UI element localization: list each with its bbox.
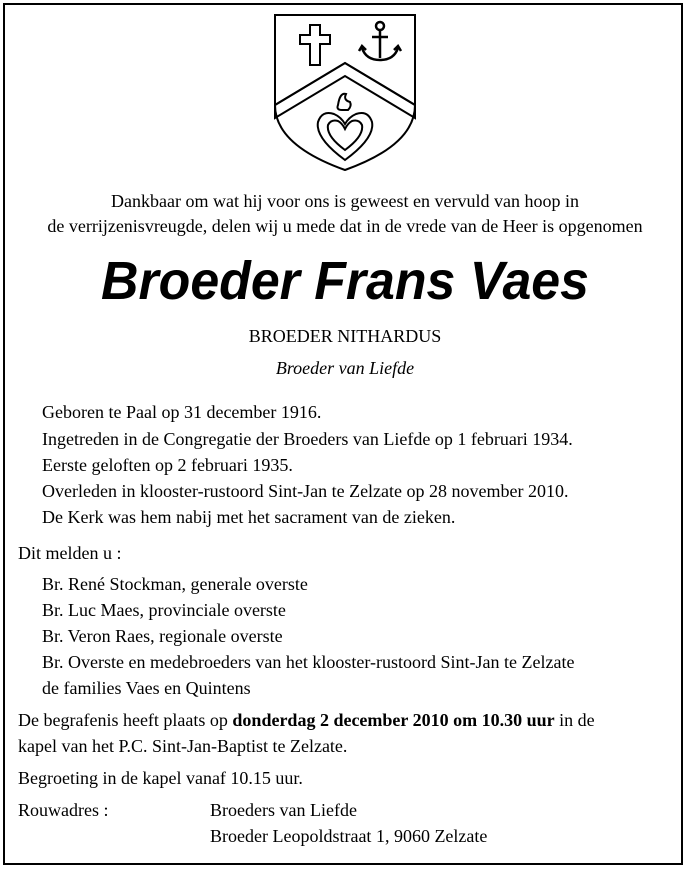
intro-line-2: de verrijzenisvreugde, delen wij u mede dat in de vrede van de Heer is opgenomen bbox=[47, 216, 643, 236]
funeral-line-2: kapel van het P.C. Sint-Jan-Baptist te Zelzate. bbox=[18, 736, 348, 756]
intro-line-1: Dankbaar om wat hij voor ons is geweest en vervuld van hoop in bbox=[111, 191, 579, 211]
funeral-line-1 bbox=[18, 710, 595, 731]
deceased-name: Broeder Frans Vaes bbox=[101, 251, 589, 311]
announcer-item: Br. René Stockman, generale overste bbox=[42, 574, 308, 594]
coat-of-arms bbox=[270, 10, 420, 175]
announcer-item: Br. Overste en medebroeders van het klooster-rustoord Sint-Jan te Zelzate bbox=[42, 652, 575, 672]
fact-entry: Ingetreden in de Congregatie der Broeders van Liefde op 1 februari 1934. bbox=[42, 429, 573, 449]
fact-death: Overleden in klooster-rustoord Sint-Jan te Zelzate op 28 november 2010. bbox=[42, 481, 569, 501]
address-line-1: Broeders van Liefde bbox=[210, 800, 357, 820]
funeral-date-time: donderdag 2 december 2010 om 10.30 uur bbox=[232, 710, 555, 730]
religious-name: BROEDER NITHARDUS bbox=[248, 326, 442, 346]
order-name: Broeder van Liefde bbox=[275, 358, 415, 378]
fact-birth: Geboren te Paal op 31 december 1916. bbox=[42, 402, 322, 422]
announcer-item: Br. Veron Raes, regionale overste bbox=[42, 626, 283, 646]
funeral-prefix: De begrafenis heeft plaats op bbox=[18, 710, 228, 730]
funeral-suffix: in de bbox=[559, 710, 595, 730]
announcers-label: Dit melden u : bbox=[18, 543, 122, 563]
announcer-item: Br. Luc Maes, provinciale overste bbox=[42, 600, 286, 620]
announcer-item: de families Vaes en Quintens bbox=[42, 678, 251, 698]
greeting-line: Begroeting in de kapel vanaf 10.15 uur. bbox=[18, 768, 303, 788]
address-label: Rouwadres : bbox=[18, 800, 109, 820]
address-line-2: Broeder Leopoldstraat 1, 9060 Zelzate bbox=[210, 826, 488, 846]
fact-sacrament: De Kerk was hem nabij met het sacrament van de zieken. bbox=[42, 507, 456, 527]
fact-vows: Eerste geloften op 2 februari 1935. bbox=[42, 455, 293, 475]
